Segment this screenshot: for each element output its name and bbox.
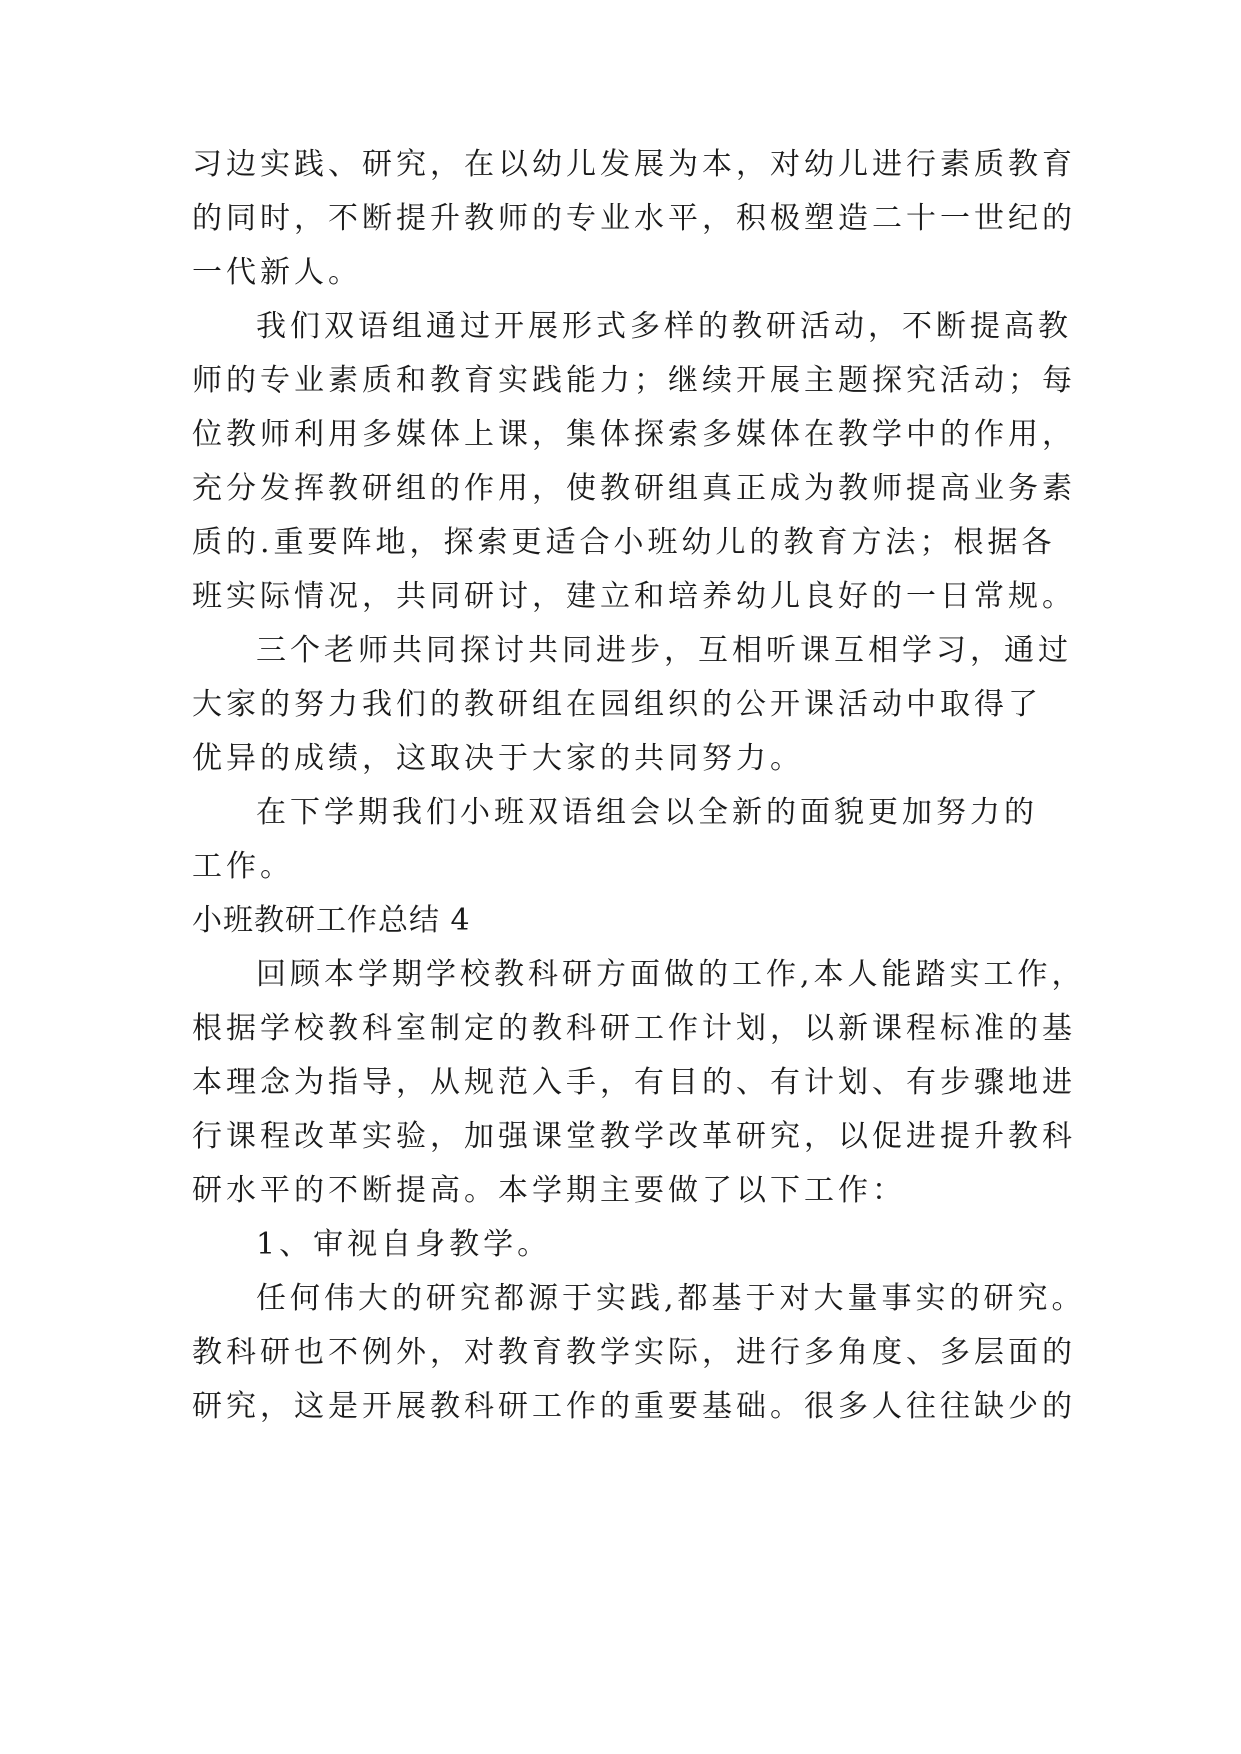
text-line: 位教师利用多媒体上课，集体探索多媒体在教学中的作用， [192, 417, 1076, 452]
text-line: 班实际情况，共同研讨，建立和培养幼儿良好的一日常规。 [192, 579, 1076, 614]
paragraph-start-line: 我们双语组通过开展形式多样的教研活动，不断提高教 [256, 309, 1072, 344]
text-line: 教科研也不例外，对教育教学实际，进行多角度、多层面的 [192, 1335, 1076, 1370]
paragraph-start-line: 回顾本学期学校教科研方面做的工作,本人能踏实工作， [256, 957, 1086, 992]
text-line: 行课程改革实验，加强课堂教学改革研究，以促进提升教科 [192, 1119, 1076, 1154]
text-line: 优异的成绩，这取决于大家的共同努力。 [192, 741, 804, 776]
text-line: 大家的努力我们的教研组在园组织的公开课活动中取得了 [192, 687, 1042, 722]
text-line: 工作。 [192, 849, 294, 884]
text-line: 根据学校教科室制定的教科研工作计划，以新课程标准的基 [192, 1011, 1076, 1046]
paragraph-start-line: 在下学期我们小班双语组会以全新的面貌更加努力的 [256, 795, 1038, 830]
text-line: 师的专业素质和教育实践能力；继续开展主题探究活动；每 [192, 363, 1076, 398]
text-line: 本理念为指导，从规范入手，有目的、有计划、有步骤地进 [192, 1065, 1076, 1100]
text-line: 质的.重要阵地，探索更适合小班幼儿的教育方法；根据各 [192, 525, 1056, 560]
text-line: 研究，这是开展教科研工作的重要基础。很多人往往缺少的 [192, 1389, 1076, 1424]
text-line: 习边实践、研究，在以幼儿发展为本，对幼儿进行素质教育 [192, 147, 1076, 182]
section-heading: 小班教研工作总结 4 [192, 903, 471, 938]
text-line: 的同时，不断提升教师的专业水平，积极塑造二十一世纪的 [192, 201, 1076, 236]
list-item-heading: 1、审视自身教学。 [256, 1227, 552, 1262]
text-line: 研水平的不断提高。本学期主要做了以下工作： [192, 1173, 906, 1208]
text-line: 充分发挥教研组的作用，使教研组真正成为教师提高业务素 [192, 471, 1076, 506]
paragraph-start-line: 三个老师共同探讨共同进步，互相听课互相学习，通过 [256, 633, 1072, 668]
text-line: 一代新人。 [192, 255, 362, 290]
paragraph-start-line: 任何伟大的研究都源于实践,都基于对大量事实的研究。 [256, 1281, 1086, 1316]
